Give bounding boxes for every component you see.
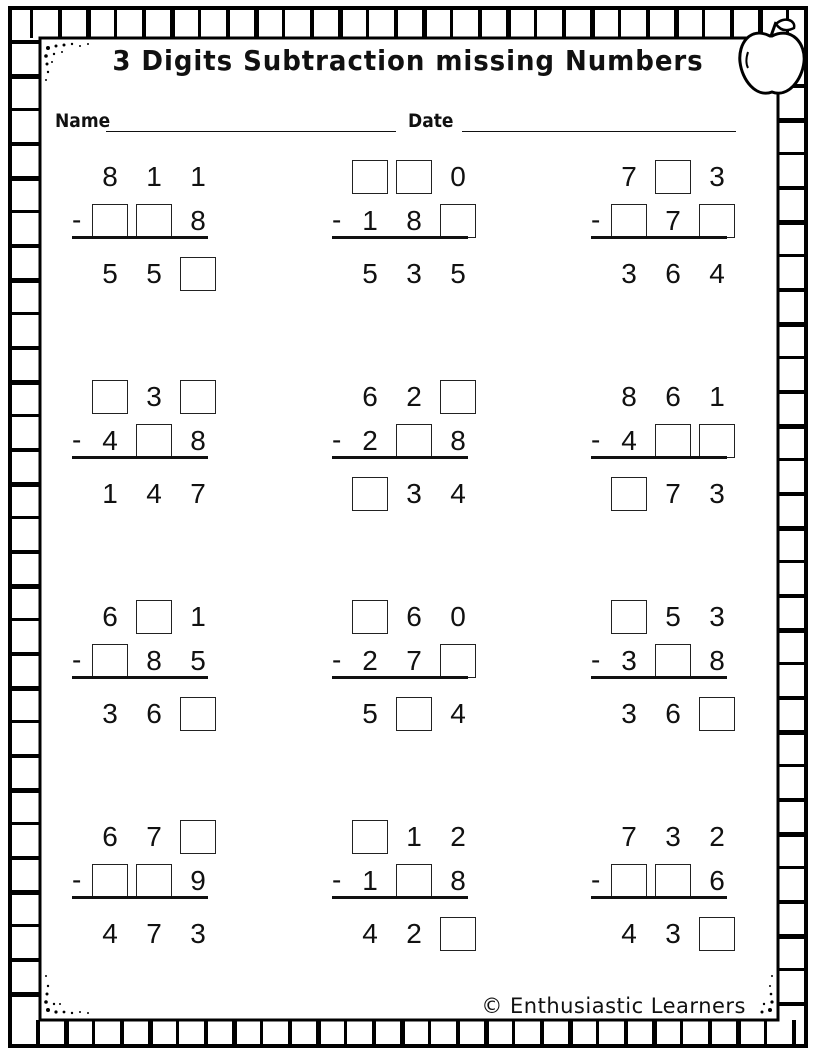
digit: 3 [621,258,637,289]
digit: 5 [450,258,466,289]
answer-box[interactable] [136,424,172,458]
digit: 6 [102,601,118,632]
digit: 7 [146,821,162,852]
minus-sign: - [332,424,342,455]
digit: 8 [190,425,206,456]
digit: 2 [362,425,378,456]
subtraction-rule [332,236,468,239]
answer-box[interactable] [655,160,691,194]
digit: 4 [621,425,637,456]
digit: 3 [190,918,206,949]
page-title: 3 Digits Subtraction missing Numbers [112,44,704,77]
answer-box[interactable] [396,160,432,194]
digit: 5 [362,698,378,729]
subtraction-rule [332,676,468,679]
answer-box[interactable] [92,380,128,414]
digit: 5 [665,601,681,632]
digit: 2 [362,645,378,676]
problem-8 [332,600,532,760]
answer-box[interactable] [180,697,216,731]
minus-sign: - [72,864,82,895]
digit: 6 [665,258,681,289]
minus-sign: - [72,644,82,675]
answer-box[interactable] [396,424,432,458]
digit: 7 [665,478,681,509]
digit: 4 [450,698,466,729]
digit: 1 [362,865,378,896]
subtraction-rule [332,456,468,459]
digit: 6 [102,821,118,852]
answer-box[interactable] [699,917,735,951]
digit: 7 [190,478,206,509]
answer-box[interactable] [180,257,216,291]
digit: 8 [146,645,162,676]
answer-box[interactable] [180,820,216,854]
answer-box[interactable] [92,864,128,898]
answer-box[interactable] [440,917,476,951]
date-line[interactable] [462,131,736,132]
digit: 4 [102,425,118,456]
minus-sign: - [332,204,342,235]
problem-1 [72,160,272,320]
problem-4 [72,380,272,540]
problem-12 [591,820,791,980]
digit: 6 [665,698,681,729]
digit: 0 [450,161,466,192]
digit: 7 [146,918,162,949]
digit: 7 [665,205,681,236]
digit: 3 [621,698,637,729]
answer-box[interactable] [136,600,172,634]
digit: 6 [709,865,725,896]
digit: 3 [709,601,725,632]
digit: 6 [665,381,681,412]
problem-9 [591,600,791,760]
answer-box[interactable] [136,204,172,238]
digit: 4 [450,478,466,509]
problem-7 [72,600,272,760]
subtraction-rule [591,236,727,239]
digit: 4 [102,918,118,949]
digit: 5 [190,645,206,676]
answer-box[interactable] [611,477,647,511]
digit: 1 [362,205,378,236]
digit: 8 [102,161,118,192]
answer-box[interactable] [92,644,128,678]
digit: 4 [362,918,378,949]
digit: 9 [190,865,206,896]
digit: 4 [146,478,162,509]
subtraction-rule [72,456,208,459]
digit: 1 [146,161,162,192]
digit: 3 [665,821,681,852]
digit: 3 [102,698,118,729]
digit: 8 [450,425,466,456]
digit: 8 [621,381,637,412]
minus-sign: - [591,644,601,675]
digit: 5 [362,258,378,289]
minus-sign: - [332,644,342,675]
minus-sign: - [72,424,82,455]
minus-sign: - [72,204,82,235]
answer-box[interactable] [611,864,647,898]
digit: 1 [102,478,118,509]
digit: 5 [102,258,118,289]
subtraction-rule [72,236,208,239]
digit: 3 [709,161,725,192]
digit: 1 [190,161,206,192]
digit: 2 [406,918,422,949]
digit: 1 [190,601,206,632]
subtraction-rule [72,896,208,899]
digit: 4 [709,258,725,289]
answer-box[interactable] [352,477,388,511]
problem-2 [332,160,532,320]
digit: 6 [362,381,378,412]
answer-box[interactable] [180,380,216,414]
subtraction-rule [591,456,727,459]
answer-box[interactable] [611,204,647,238]
answer-box[interactable] [352,160,388,194]
digit: 7 [406,645,422,676]
problem-11 [332,820,532,980]
digit: 2 [709,821,725,852]
digit: 8 [406,205,422,236]
digit: 3 [146,381,162,412]
digit: 8 [190,205,206,236]
name-line[interactable] [106,131,396,132]
digit: 2 [450,821,466,852]
digit: 0 [450,601,466,632]
answer-box[interactable] [352,820,388,854]
digit: 4 [621,918,637,949]
copyright-text: © Enthusiastic Learners [481,994,746,1018]
problem-3 [591,160,791,320]
date-label: Date [408,110,454,132]
digit: 8 [709,645,725,676]
digit: 6 [406,601,422,632]
answer-box[interactable] [699,424,735,458]
digit: 3 [621,645,637,676]
problem-6 [591,380,791,540]
answer-box[interactable] [440,380,476,414]
answer-box[interactable] [352,600,388,634]
subtraction-rule [72,676,208,679]
answer-box[interactable] [92,204,128,238]
digit: 2 [406,381,422,412]
answer-box[interactable] [699,697,735,731]
digit: 5 [146,258,162,289]
answer-box[interactable] [396,697,432,731]
digit: 7 [621,161,637,192]
digit: 7 [621,821,637,852]
answer-box[interactable] [699,204,735,238]
digit: 6 [146,698,162,729]
answer-box[interactable] [440,204,476,238]
digit: 1 [406,821,422,852]
digit: 1 [709,381,725,412]
answer-box[interactable] [136,864,172,898]
minus-sign: - [332,864,342,895]
answer-box[interactable] [440,644,476,678]
answer-box[interactable] [611,600,647,634]
problem-10 [72,820,272,980]
digit: 3 [665,918,681,949]
problem-5 [332,380,532,540]
digit: 8 [450,865,466,896]
answer-box[interactable] [396,864,432,898]
subtraction-rule [332,896,468,899]
answer-box[interactable] [655,864,691,898]
answer-box[interactable] [655,644,691,678]
minus-sign: - [591,424,601,455]
digit: 3 [709,478,725,509]
minus-sign: - [591,204,601,235]
digit: 3 [406,478,422,509]
subtraction-rule [591,676,727,679]
digit: 3 [406,258,422,289]
subtraction-rule [591,896,727,899]
minus-sign: - [591,864,601,895]
answer-box[interactable] [655,424,691,458]
name-label: Name [55,110,111,132]
